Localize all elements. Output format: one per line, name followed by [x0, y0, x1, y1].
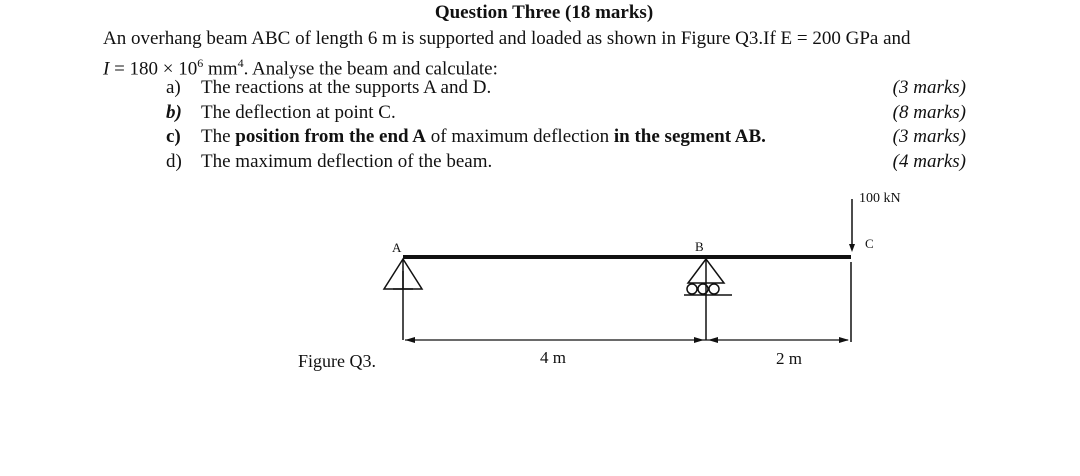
item-text: The deflection at point C. [201, 101, 396, 123]
item-marks: (3 marks) [892, 77, 966, 98]
intro-instruction: . Analyse the beam and calculate: [243, 58, 498, 80]
label-b: B [695, 239, 704, 254]
item-text-part: The [201, 126, 236, 147]
item-text-bold: position from the end A [235, 126, 427, 147]
label-c: C [865, 236, 874, 251]
dimension-ab: 4 m [540, 348, 566, 367]
dimension-bc: 2 m [776, 349, 802, 368]
roller-support-b [684, 259, 732, 340]
inertia-value: = 180 × 10 [109, 58, 198, 80]
load-label: 100 kN [859, 191, 901, 206]
item-text-part: of maximum deflection [426, 126, 614, 147]
item-text-bold: in the segment AB. [613, 126, 766, 147]
load-arrow [849, 199, 855, 252]
question-title: Question Three (18 marks) [434, 2, 654, 23]
item-marks: (3 marks) [892, 126, 966, 147]
inertia-unit-exponent: 4 [237, 56, 244, 70]
item-marks: (8 marks) [892, 101, 966, 123]
item-marks: (4 marks) [892, 150, 966, 172]
item-text: The maximum deflection of the beam. [201, 150, 493, 172]
item-letter: c) [166, 126, 181, 147]
moment-of-inertia-symbol: I [103, 58, 110, 80]
item-letter: a) [166, 77, 181, 98]
item-letter: d) [166, 150, 182, 172]
item-letter: b) [166, 101, 182, 123]
dimension-line [405, 337, 849, 343]
pin-support-a [384, 259, 422, 340]
item-text: The reactions at the supports A and D. [201, 77, 492, 98]
intro-line-1: An overhang beam ABC of length 6 m is supported and loaded as shown in Figure Q3.If E = 200 GPa and [103, 28, 911, 49]
figure-caption: Figure Q3. [298, 351, 376, 371]
inertia-unit: mm [203, 58, 238, 80]
label-a: A [392, 240, 402, 255]
inertia-exponent: 6 [197, 56, 204, 70]
